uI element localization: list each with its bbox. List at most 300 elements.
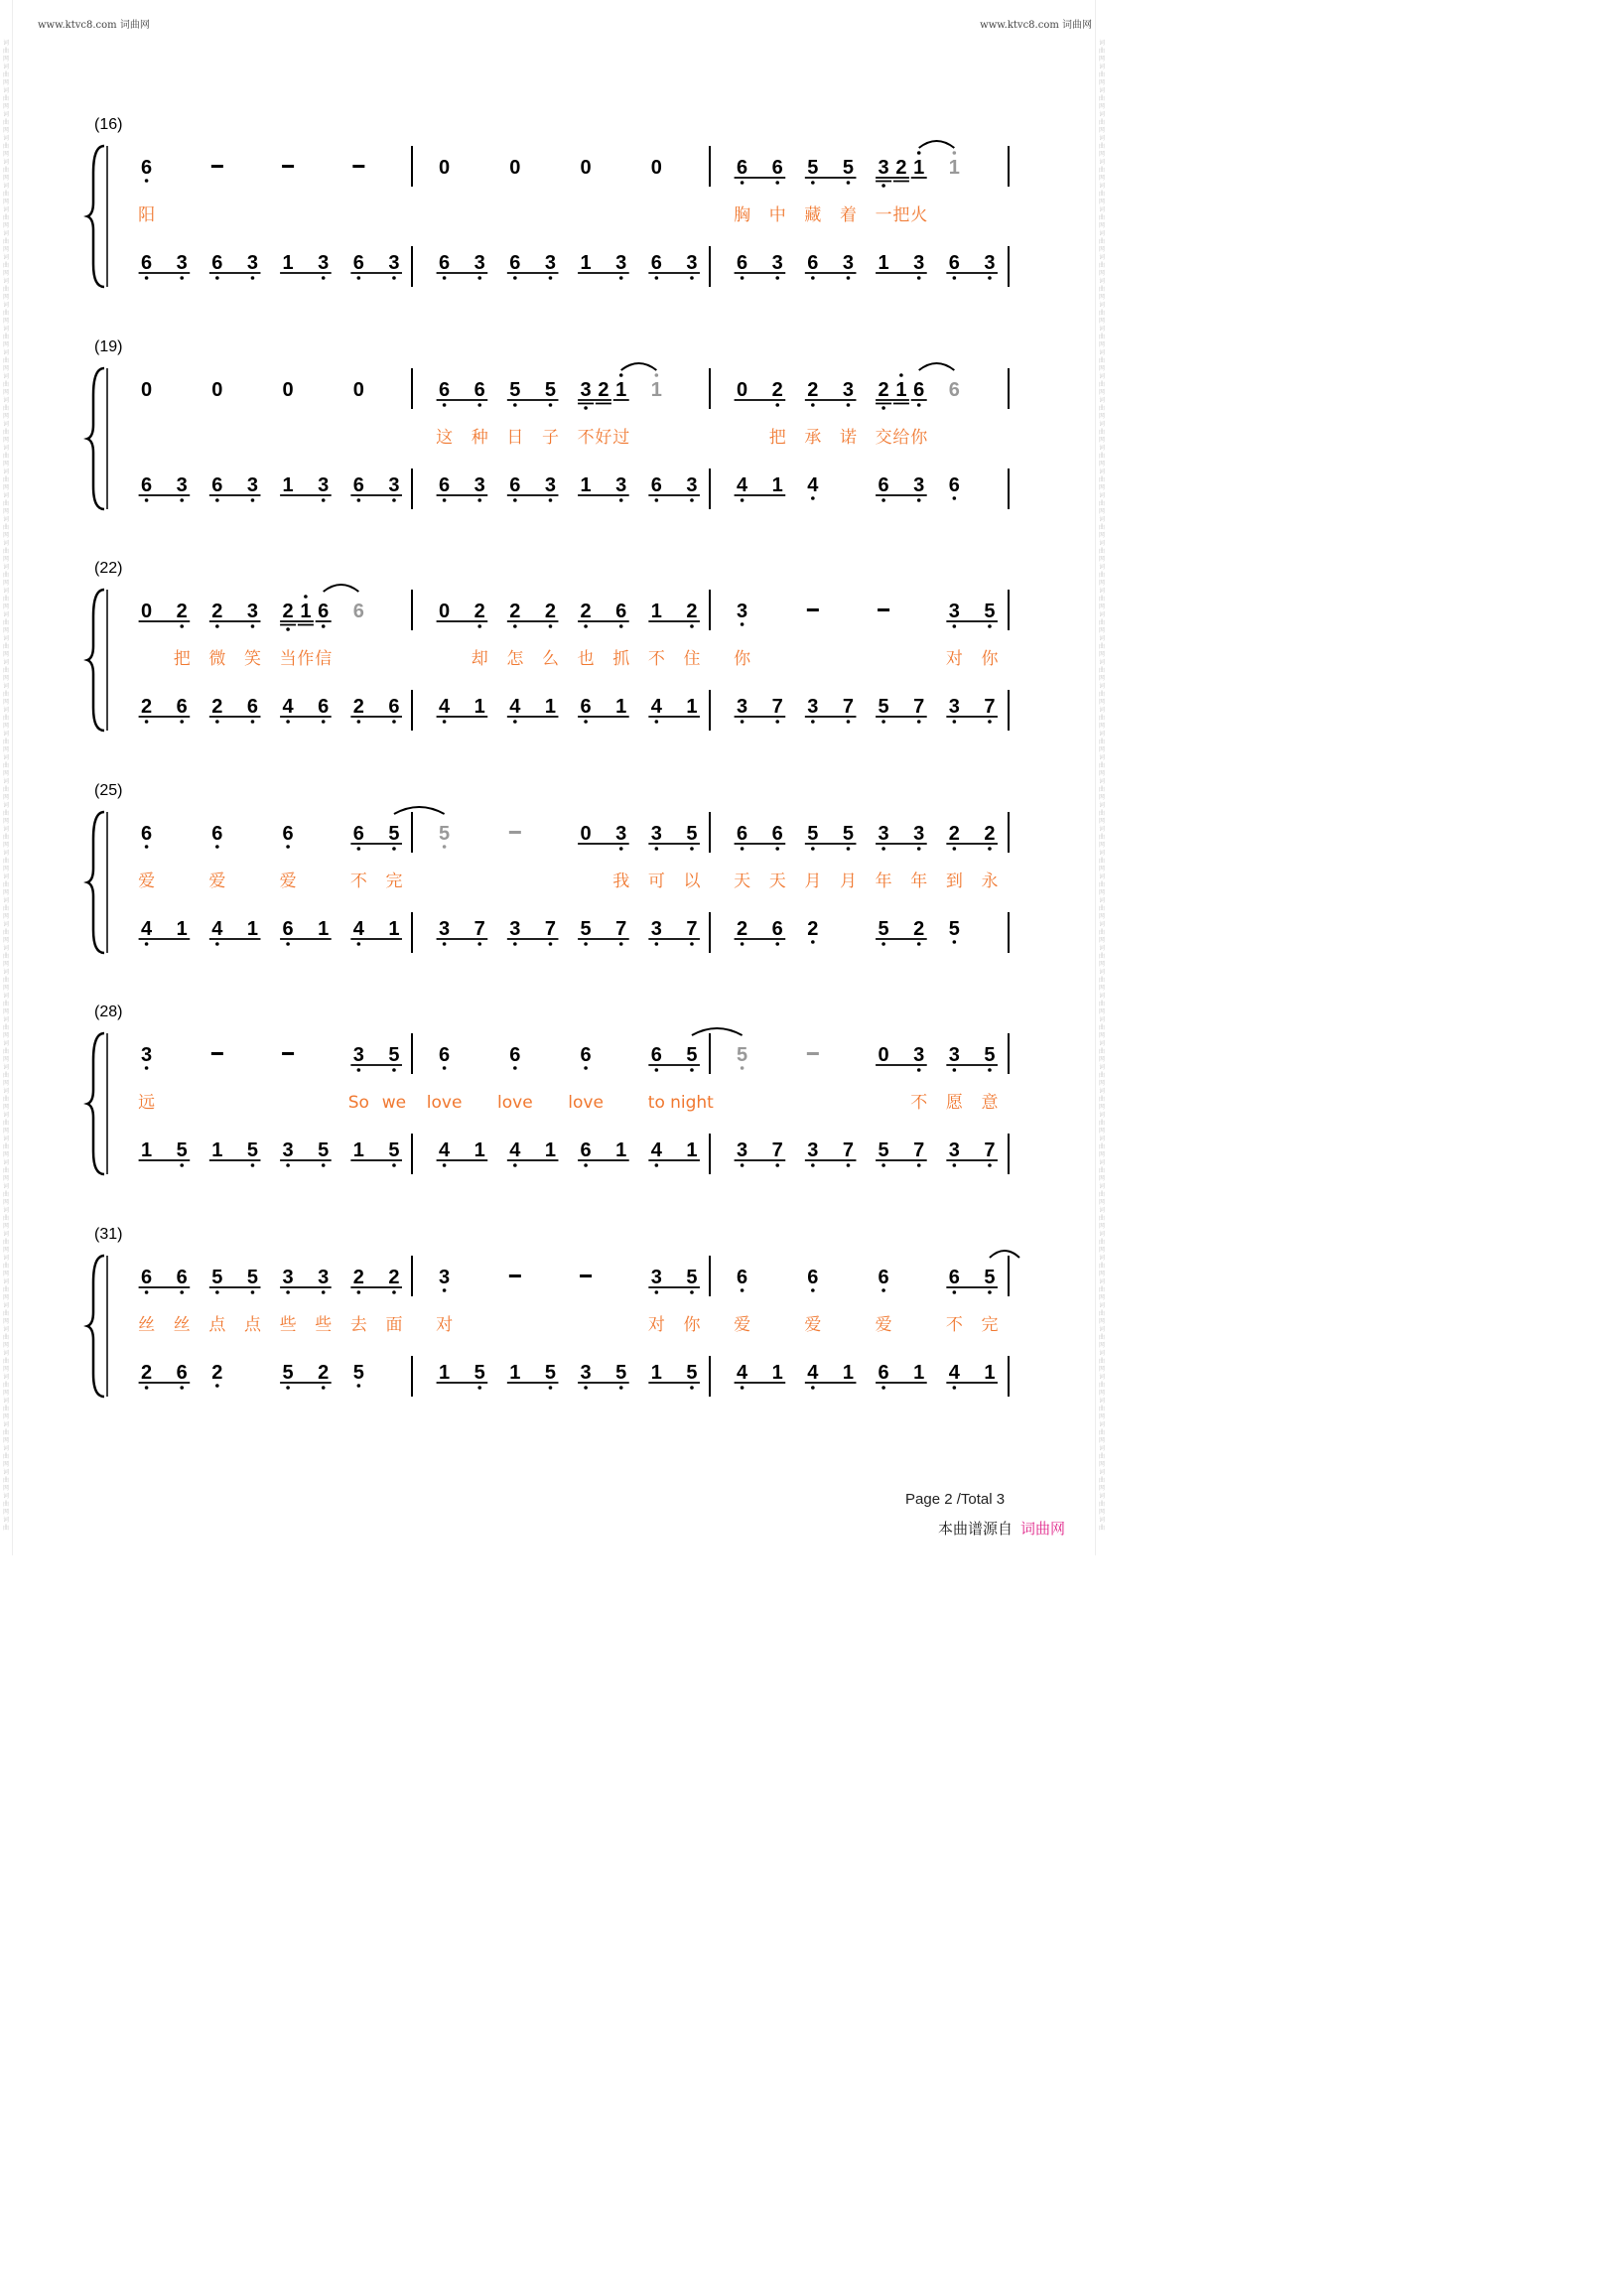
system-brace	[87, 812, 104, 953]
melody-note-6: 6	[771, 157, 783, 179]
side-watermark-glyph: 词	[1098, 802, 1105, 809]
side-watermark-glyph: 词	[2, 254, 9, 261]
side-watermark-glyph: 曲	[1098, 929, 1105, 936]
side-watermark-glyph: 曲	[1098, 1191, 1105, 1198]
lyric-syllable: 远	[138, 1093, 156, 1113]
octave-dot-low	[811, 847, 815, 851]
side-watermark-glyph: 曲	[1098, 905, 1105, 912]
lyric-syllable: 完	[385, 871, 403, 891]
octave-dot-low	[180, 498, 184, 502]
dash-mark	[580, 1274, 592, 1277]
octave-dot-low	[741, 1066, 744, 1070]
octave-dot-low	[811, 720, 815, 724]
octave-dot-low	[917, 498, 921, 502]
lyric-syllable: 也	[577, 649, 595, 669]
source-brand-link[interactable]: 词曲网	[1020, 1521, 1066, 1538]
measure-number: (22)	[94, 560, 123, 577]
side-watermark-glyph: 网	[1098, 1461, 1105, 1468]
octave-dot-low	[619, 498, 623, 502]
measure-number: (25)	[94, 782, 123, 799]
side-watermark-glyph: 曲	[1098, 667, 1105, 674]
octave-dot-low	[322, 720, 326, 724]
octave-dot-low	[917, 1068, 921, 1072]
octave-dot-low	[251, 276, 255, 280]
bass-note-1: 1	[686, 696, 698, 718]
melody-note-0: 0	[878, 1044, 889, 1066]
lyric-syllable: 不	[577, 428, 595, 448]
side-watermark-glyph: 词	[2, 397, 9, 404]
side-watermark-glyph: 词	[2, 135, 9, 142]
side-watermark-glyph: 词	[2, 897, 9, 904]
side-watermark-glyph: 词	[1098, 778, 1105, 785]
side-watermark-glyph: 曲	[2, 310, 9, 317]
side-watermark-glyph: 曲	[1098, 1310, 1105, 1317]
melody-note-5: 5	[439, 823, 451, 845]
side-watermark-glyph: 网	[1098, 1080, 1105, 1087]
melody-note-0: 0	[141, 601, 153, 622]
side-watermark-glyph: 曲	[1098, 1215, 1105, 1222]
side-watermark-glyph: 词	[2, 707, 9, 714]
octave-dot-low	[811, 1386, 815, 1390]
bass-note-1: 1	[211, 1139, 223, 1161]
side-watermark-glyph: 网	[1098, 508, 1105, 515]
octave-dot-low	[881, 406, 885, 410]
side-watermark-glyph: 网	[2, 1199, 9, 1206]
lyric-syllable: 去	[349, 1315, 367, 1335]
melody-note-0: 0	[439, 157, 451, 179]
octave-dot-low	[322, 276, 326, 280]
side-watermark-glyph: 词	[2, 778, 9, 785]
octave-dot-low	[392, 1163, 396, 1167]
lyric-syllable: 可	[647, 871, 665, 891]
lyric-syllable: we	[381, 1093, 407, 1113]
melody-note-0: 0	[141, 379, 153, 401]
octave-dot-low	[322, 1163, 326, 1167]
dash-mark	[509, 1274, 521, 1277]
side-watermark-glyph: 词	[2, 1255, 9, 1262]
melody-note-2: 2	[509, 601, 521, 622]
bass-note-5: 5	[948, 918, 960, 940]
lyric-syllable: 怎	[506, 649, 524, 669]
side-watermark-glyph: 网	[2, 1008, 9, 1015]
side-watermark-glyph: 网	[1098, 484, 1105, 491]
lyric-syllable: 日	[506, 428, 524, 448]
melody-note-5: 5	[246, 1267, 259, 1288]
side-watermark-glyph: 词	[1098, 1112, 1105, 1119]
side-watermark-glyph: 网	[1098, 127, 1105, 134]
octave-dot-low	[655, 942, 659, 946]
bass-note-4: 4	[439, 696, 451, 718]
bass-note-6: 6	[878, 1362, 889, 1384]
lyric-syllable: 意	[981, 1093, 999, 1113]
bass-note-6: 6	[352, 474, 364, 496]
side-watermark-glyph: 网	[2, 675, 9, 682]
side-watermark-glyph: 曲	[1098, 572, 1105, 579]
melody-note-0: 0	[737, 379, 748, 401]
octave-dot-low	[549, 276, 553, 280]
side-watermark-glyph: 词	[2, 516, 9, 523]
side-watermark-glyph: 词	[1098, 40, 1105, 47]
octave-dot-low	[690, 276, 694, 280]
side-watermark-glyph: 曲	[1098, 95, 1105, 102]
octave-dot-low	[881, 1163, 885, 1167]
bass-note-6: 6	[439, 474, 451, 496]
octave-dot-low	[145, 498, 149, 502]
side-watermark-glyph: 词	[1098, 1302, 1105, 1309]
system-brace	[87, 368, 104, 509]
side-watermark-glyph: 网	[2, 866, 9, 872]
lyric-syllable: 把	[892, 205, 910, 225]
side-watermark-glyph: 网	[2, 1223, 9, 1230]
bass-note-1: 1	[615, 1139, 627, 1161]
side-watermark-glyph: 曲	[2, 1477, 9, 1484]
octave-dot-low	[392, 720, 396, 724]
side-watermark-glyph: 词	[1098, 1326, 1105, 1333]
melody-note-3: 3	[878, 157, 889, 179]
octave-dot-low	[690, 624, 694, 628]
side-watermark-glyph: 网	[2, 1318, 9, 1325]
bass-note-1: 1	[580, 474, 592, 496]
melody-note-2: 2	[598, 379, 609, 401]
bass-note-7: 7	[984, 696, 996, 718]
side-watermark-glyph: 词	[1098, 611, 1105, 618]
side-watermark-glyph: 网	[1098, 746, 1105, 753]
side-watermark-glyph: 网	[1098, 1509, 1105, 1516]
octave-dot-low	[443, 1288, 447, 1292]
side-watermark-glyph: 曲	[2, 881, 9, 888]
octave-dot-low	[443, 845, 447, 849]
side-watermark-glyph: 曲	[1098, 143, 1105, 150]
side-watermark-glyph: 网	[2, 1342, 9, 1349]
side-watermark-glyph: 网	[1098, 461, 1105, 468]
lyric-syllable: 着	[839, 205, 857, 225]
lyric-syllable: 天	[734, 871, 751, 891]
bass-note-6: 6	[141, 252, 153, 274]
octave-dot-low	[584, 1386, 588, 1390]
dash-mark	[807, 1052, 819, 1055]
bass-note-1: 1	[388, 918, 400, 940]
octave-dot-low	[584, 1066, 588, 1070]
lyric-syllable: 不	[647, 649, 665, 669]
melody-note-1: 1	[895, 379, 907, 401]
side-watermark-glyph: 网	[1098, 1366, 1105, 1373]
side-watermark-glyph: 词	[1098, 516, 1105, 523]
side-watermark-glyph: 词	[1098, 469, 1105, 475]
bass-note-6: 6	[282, 918, 294, 940]
bass-note-5: 5	[686, 1362, 698, 1384]
melody-note-0: 0	[580, 823, 592, 845]
bass-note-3: 3	[807, 1139, 819, 1161]
octave-dot-low	[881, 1386, 885, 1390]
side-watermark-glyph: 网	[1098, 603, 1105, 610]
bass-note-3: 3	[615, 252, 627, 274]
octave-dot-low	[847, 181, 851, 185]
lyric-syllable: 信	[315, 649, 333, 669]
side-watermark-glyph: 曲	[1098, 738, 1105, 745]
melody-note-6: 6	[807, 1267, 819, 1288]
melody-note-1: 1	[650, 379, 662, 401]
side-watermark-glyph: 词	[1098, 326, 1105, 333]
side-watermark-glyph: 曲	[1098, 1143, 1105, 1150]
side-watermark-glyph: 词	[2, 873, 9, 880]
side-watermark-glyph: 网	[2, 1294, 9, 1301]
side-watermark-glyph: 网	[1098, 1318, 1105, 1325]
side-watermark-glyph: 词	[2, 588, 9, 595]
side-watermark-glyph: 网	[1098, 1223, 1105, 1230]
side-watermark-glyph: 网	[1098, 294, 1105, 301]
octave-dot-high	[304, 595, 308, 599]
melody-note-5: 5	[686, 823, 698, 845]
lyric-syllable: 么	[541, 649, 559, 669]
octave-dot-low	[180, 276, 184, 280]
octave-dot-low	[953, 1386, 957, 1390]
side-watermark-glyph: 网	[1098, 1008, 1105, 1015]
melody-note-5: 5	[509, 379, 521, 401]
lyric-syllable: 种	[471, 428, 488, 448]
side-watermark-glyph: 曲	[2, 357, 9, 364]
tie-arc	[919, 363, 955, 370]
bass-note-1: 1	[544, 1139, 557, 1161]
bass-note-5: 5	[878, 1139, 889, 1161]
melody-note-5: 5	[544, 379, 557, 401]
octave-dot-low	[953, 1290, 957, 1294]
tie-arc	[324, 585, 359, 592]
lyric-syllable: 点	[208, 1315, 226, 1335]
side-watermark-glyph: 曲	[2, 429, 9, 436]
melody-note-6: 6	[352, 823, 364, 845]
side-watermark-glyph: 词	[1098, 659, 1105, 666]
melody-note-0: 0	[580, 157, 592, 179]
side-watermark-glyph: 曲	[2, 738, 9, 745]
side-watermark-glyph: 网	[2, 175, 9, 182]
side-watermark-glyph: 网	[2, 1461, 9, 1468]
side-watermark-glyph: 词	[1098, 111, 1105, 118]
lyric-syllable: 愿	[945, 1093, 963, 1113]
side-watermark-glyph: 网	[2, 627, 9, 634]
bass-note-1: 1	[474, 696, 485, 718]
octave-dot-low	[775, 1163, 779, 1167]
octave-dot-low	[584, 624, 588, 628]
bass-note-1: 1	[352, 1139, 364, 1161]
bass-note-7: 7	[544, 918, 557, 940]
bass-note-3: 3	[544, 252, 557, 274]
melody-note-6: 6	[737, 823, 748, 845]
melody-note-5: 5	[984, 1044, 996, 1066]
side-watermark-glyph: 网	[2, 1032, 9, 1039]
melody-note-6: 6	[439, 1044, 451, 1066]
melody-note-3: 3	[580, 379, 592, 401]
lyric-syllable: 抓	[612, 649, 630, 669]
lyric-syllable: 诺	[839, 428, 857, 448]
octave-dot-low	[811, 1288, 815, 1292]
side-watermark-glyph: 词	[1098, 1398, 1105, 1405]
side-watermark-glyph: 词	[1098, 1493, 1105, 1500]
octave-dot-low	[811, 276, 815, 280]
lyric-syllable: 爱	[804, 1315, 822, 1335]
side-watermark-glyph: 曲	[1098, 1096, 1105, 1103]
side-watermark-glyph: 曲	[1098, 1334, 1105, 1341]
bass-note-3: 3	[246, 474, 259, 496]
bass-note-1: 1	[686, 1139, 698, 1161]
side-watermark-glyph: 词	[1098, 1255, 1105, 1262]
lyric-syllable: 交	[875, 428, 892, 448]
side-watermark-glyph: 曲	[2, 905, 9, 912]
side-watermark-glyph: 曲	[2, 1167, 9, 1174]
bass-note-3: 3	[842, 252, 855, 274]
melody-note-5: 5	[211, 1267, 223, 1288]
melody-note-3: 3	[615, 823, 627, 845]
lyric-syllable: 把	[768, 428, 786, 448]
side-watermark-glyph: 曲	[1098, 1501, 1105, 1508]
side-watermark-glyph: 网	[1098, 580, 1105, 587]
lyric-syllable: 丝	[138, 1315, 156, 1335]
side-watermark-glyph: 词	[1098, 254, 1105, 261]
octave-dot-low	[847, 403, 851, 407]
source-prefix: 本曲谱源自	[938, 1521, 1014, 1538]
melody-note-2: 2	[686, 601, 698, 622]
side-watermark-glyph: 曲	[2, 1143, 9, 1150]
melody-note-0: 0	[509, 157, 521, 179]
octave-dot-low	[145, 1066, 149, 1070]
octave-dot-low	[690, 498, 694, 502]
octave-dot-low	[215, 276, 219, 280]
octave-dot-low	[847, 1163, 851, 1167]
octave-dot-low	[251, 720, 255, 724]
side-watermark-glyph: 词	[2, 87, 9, 94]
octave-dot-low	[584, 406, 588, 410]
melody-note-5: 5	[984, 601, 996, 622]
side-watermark-glyph: 词	[1098, 397, 1105, 404]
bass-note-1: 1	[878, 252, 889, 274]
bass-note-3: 3	[615, 474, 627, 496]
bass-note-5: 5	[282, 1362, 294, 1384]
side-watermark-glyph: 词	[2, 1302, 9, 1309]
octave-dot-low	[953, 624, 957, 628]
side-watermark-glyph: 曲	[2, 1191, 9, 1198]
bass-note-7: 7	[842, 696, 855, 718]
bass-note-3: 3	[737, 696, 748, 718]
side-watermark-glyph: 曲	[1098, 286, 1105, 293]
side-watermark-glyph: 词	[1098, 1064, 1105, 1071]
bass-note-1: 1	[842, 1362, 855, 1384]
octave-dot-low	[619, 1386, 623, 1390]
bass-note-4: 4	[650, 1139, 662, 1161]
octave-dot-low	[775, 276, 779, 280]
side-watermark-glyph: 词	[1098, 1040, 1105, 1047]
side-watermark-glyph: 词	[2, 1040, 9, 1047]
melody-note-6: 6	[141, 1267, 153, 1288]
octave-dot-low	[513, 1163, 517, 1167]
lyric-syllable: 面	[385, 1315, 403, 1335]
octave-dot-low	[881, 942, 885, 946]
side-watermark-glyph: 词	[2, 421, 9, 428]
bass-note-4: 4	[352, 918, 364, 940]
bass-note-5: 5	[176, 1139, 188, 1161]
side-watermark-glyph: 曲	[2, 548, 9, 555]
bass-note-6: 6	[948, 474, 960, 496]
side-watermark-glyph: 曲	[1098, 834, 1105, 841]
side-watermark-glyph: 词	[2, 1136, 9, 1142]
lyric-syllable: 你	[981, 649, 999, 669]
melody-note-6: 6	[737, 157, 748, 179]
bass-note-1: 1	[246, 918, 259, 940]
side-watermark-glyph: 曲	[1098, 1453, 1105, 1460]
octave-dot-low	[180, 624, 184, 628]
bass-note-4: 4	[807, 474, 819, 496]
bass-note-3: 3	[948, 696, 960, 718]
side-watermark-glyph: 曲	[1098, 476, 1105, 483]
side-watermark-glyph: 网	[2, 1151, 9, 1158]
side-watermark-glyph: 词	[1098, 1159, 1105, 1166]
octave-dot-low	[357, 720, 361, 724]
side-watermark-glyph: 曲	[2, 977, 9, 984]
measure-number: (28)	[94, 1004, 123, 1020]
bass-note-4: 4	[948, 1362, 960, 1384]
octave-dot-low	[145, 845, 149, 849]
side-watermark-glyph: 词	[2, 1326, 9, 1333]
side-watermark-glyph: 词	[2, 754, 9, 761]
octave-dot-low	[215, 1290, 219, 1294]
side-watermark-glyph: 网	[2, 1509, 9, 1516]
tie-arc	[621, 363, 657, 370]
octave-dot-low	[741, 622, 744, 626]
header-site-right[interactable]: www.ktvc8.com 词曲网	[980, 20, 1092, 31]
side-watermark-glyph: 网	[2, 1080, 9, 1087]
bass-note-4: 4	[737, 1362, 748, 1384]
bass-note-1: 1	[984, 1362, 996, 1384]
melody-note-3: 3	[141, 1044, 153, 1066]
octave-dot-low	[443, 276, 447, 280]
score-sheet	[0, 0, 1108, 1555]
side-watermark-glyph: 网	[2, 985, 9, 992]
octave-dot-low	[917, 720, 921, 724]
side-watermark-glyph: 网	[2, 294, 9, 301]
side-watermark-glyph: 词	[1098, 945, 1105, 952]
octave-dot-low	[741, 1163, 744, 1167]
bass-note-7: 7	[615, 918, 627, 940]
lyric-syllable: 把	[173, 649, 191, 669]
octave-dot-low	[251, 624, 255, 628]
lyric-syllable: to	[647, 1093, 665, 1113]
side-watermark-glyph: 网	[1098, 842, 1105, 849]
lyric-syllable: 阳	[138, 205, 156, 225]
bass-note-5: 5	[318, 1139, 330, 1161]
lyric-syllable: 月	[839, 871, 857, 891]
melody-note-6: 6	[141, 157, 153, 179]
melody-note-6: 6	[580, 1044, 592, 1066]
side-watermark-glyph: 曲	[2, 643, 9, 650]
lyric-syllable: 却	[471, 649, 488, 669]
melody-note-6: 6	[352, 601, 364, 622]
side-watermark-glyph: 曲	[1098, 691, 1105, 698]
side-watermark-glyph: 词	[1098, 206, 1105, 213]
octave-dot-low	[988, 276, 992, 280]
side-watermark-glyph: 曲	[1098, 858, 1105, 865]
side-watermark-glyph: 词	[2, 1231, 9, 1238]
melody-note-6: 6	[878, 1267, 889, 1288]
side-watermark-glyph: 网	[2, 1485, 9, 1492]
side-watermark-glyph: 曲	[1098, 119, 1105, 126]
octave-dot-low	[286, 1386, 290, 1390]
octave-dot-low	[988, 1163, 992, 1167]
octave-dot-low	[775, 942, 779, 946]
header-site-left[interactable]: www.ktvc8.com 词曲网	[38, 20, 150, 31]
side-watermark-glyph: 网	[1098, 103, 1105, 110]
side-watermark-glyph: 网	[1098, 175, 1105, 182]
side-watermark-glyph: 网	[2, 1271, 9, 1277]
bass-note-5: 5	[544, 1362, 557, 1384]
bass-note-1: 1	[318, 918, 330, 940]
